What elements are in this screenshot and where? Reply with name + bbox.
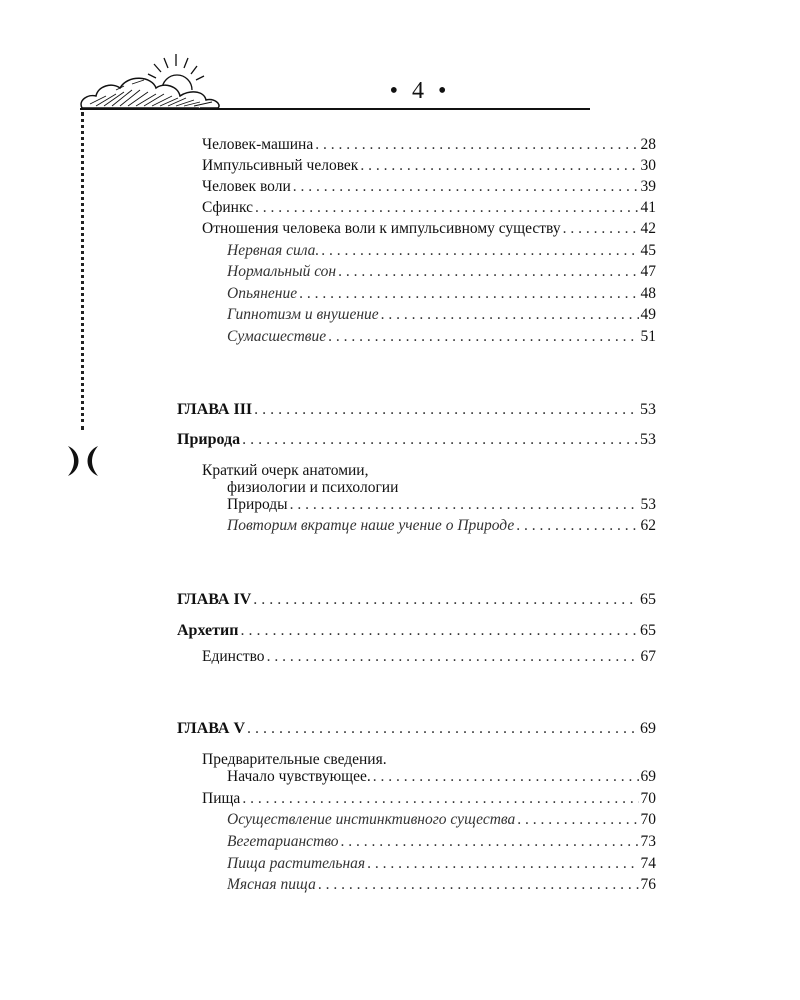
chapter-title: ГЛАВА IV [177, 591, 252, 608]
entry-title: Пища [202, 790, 241, 807]
page-ref: 49 [640, 306, 656, 323]
page-ref: 39 [640, 178, 656, 195]
page-ref: 65 [640, 622, 656, 639]
page-ref: 73 [640, 833, 656, 850]
toc-subentry[interactable] [227, 306, 656, 324]
page-ref: 47 [640, 263, 656, 280]
dot-leader [367, 855, 638, 873]
dot-leader [328, 328, 638, 346]
entry-title: Мясная пища [227, 876, 316, 893]
chapter-heading[interactable] [177, 591, 656, 609]
toc-subentry[interactable] [227, 263, 656, 281]
page-ref: 69 [640, 768, 656, 785]
dot-leader [381, 306, 639, 324]
dot-leader [563, 220, 639, 238]
dot-leader [240, 622, 638, 640]
entry-title: Пища растительная [227, 855, 366, 872]
entry-title: Человек-машина [202, 136, 314, 153]
entry-title-line: Краткий очерк анатомии, [202, 462, 369, 479]
entry-title: Человек воли [202, 178, 291, 195]
page-number: • 4 • [389, 78, 451, 104]
dot-leader [290, 496, 639, 514]
toc-subentry[interactable] [227, 833, 656, 851]
dot-leader [341, 833, 639, 851]
dot-leader [253, 591, 638, 609]
page-ref: 28 [640, 136, 656, 153]
toc-entry[interactable] [202, 648, 656, 666]
dot-leader [318, 876, 639, 894]
entry-title: Повторим вкратце наше учение о Природе [227, 517, 515, 534]
chapter-heading[interactable] [177, 720, 656, 738]
dot-leader [517, 811, 638, 829]
toc-subentry[interactable] [227, 328, 656, 346]
dot-leader [299, 285, 638, 303]
entry-title: Гипнотизм и внушение [227, 306, 379, 323]
entry-title-line: физиологии и психологии [227, 479, 399, 496]
page-ref: 53 [640, 431, 656, 448]
entry-title: Сфинкс [202, 199, 253, 216]
dot-leader [247, 720, 638, 738]
page-ref: 53 [640, 496, 656, 513]
page-ref: 69 [640, 720, 656, 737]
dot-leader [267, 648, 639, 666]
toc-entry[interactable] [227, 768, 656, 786]
dot-leader [293, 178, 639, 196]
section-heading[interactable] [177, 622, 656, 640]
dot-leader [360, 157, 638, 175]
entry-title: Нормальный сон [227, 263, 337, 280]
toc-entry[interactable] [202, 220, 656, 238]
chapter-title: ГЛАВА III [177, 401, 253, 418]
page-ref: 53 [640, 401, 656, 418]
dot-leader [338, 263, 638, 281]
dot-leader [255, 199, 639, 217]
dot-leader [321, 242, 638, 260]
page-ref: 48 [640, 285, 656, 302]
page-ref: 42 [640, 220, 656, 237]
entry-title: Опьянение [227, 285, 298, 302]
dot-leader [254, 401, 638, 419]
chapter-title: ГЛАВА V [177, 720, 246, 737]
toc-subentry[interactable] [227, 855, 656, 873]
page-ref: 76 [640, 876, 656, 893]
page-ref: 41 [640, 199, 656, 216]
entry-title: Природы [227, 496, 288, 513]
section-title: Природа [177, 431, 241, 448]
toc-entry[interactable] [227, 496, 656, 514]
dot-leader [373, 768, 639, 786]
entry-title: Нервная сила. [227, 242, 320, 259]
section-title: Архетип [177, 622, 239, 639]
section-heading[interactable] [177, 431, 656, 449]
entry-title: Сумасшествие [227, 328, 327, 345]
entry-title: Импульсивный человек [202, 157, 359, 174]
toc-subentry[interactable] [227, 285, 656, 303]
page-ref: 67 [640, 648, 656, 665]
entry-title: Начало чувствующее. [227, 768, 371, 785]
dot-leader [242, 790, 638, 808]
toc-subentry[interactable] [227, 876, 656, 894]
page-ref: 51 [640, 328, 656, 345]
entry-title: Единство [202, 648, 265, 665]
dot-leader [242, 431, 638, 449]
chapter-heading[interactable] [177, 401, 656, 419]
toc-subentry[interactable] [227, 242, 656, 260]
page-ref: 70 [640, 790, 656, 807]
toc-entry[interactable] [202, 790, 656, 808]
page-ref: 70 [640, 811, 656, 828]
entry-title: Отношения человека воли к импульсивному существу [202, 220, 561, 237]
page-ref: 65 [640, 591, 656, 608]
toc-entry[interactable] [202, 157, 656, 175]
page-ref: 74 [640, 855, 656, 872]
toc-entry[interactable] [202, 178, 656, 196]
toc-subentry[interactable] [227, 811, 656, 829]
page-ref: 30 [640, 157, 656, 174]
toc-subentry[interactable] [227, 517, 656, 535]
entry-title: Вегетарианство [227, 833, 339, 850]
dot-leader [315, 136, 638, 154]
toc-entry[interactable] [202, 199, 656, 217]
toc-entry[interactable] [202, 136, 656, 154]
entry-title: Осуществление инстинктивного существа [227, 811, 516, 828]
dot-leader [516, 517, 638, 535]
page-ref: 45 [640, 242, 656, 259]
page-ref: 62 [640, 517, 656, 534]
entry-title-line: Предварительные сведения. [202, 751, 387, 768]
